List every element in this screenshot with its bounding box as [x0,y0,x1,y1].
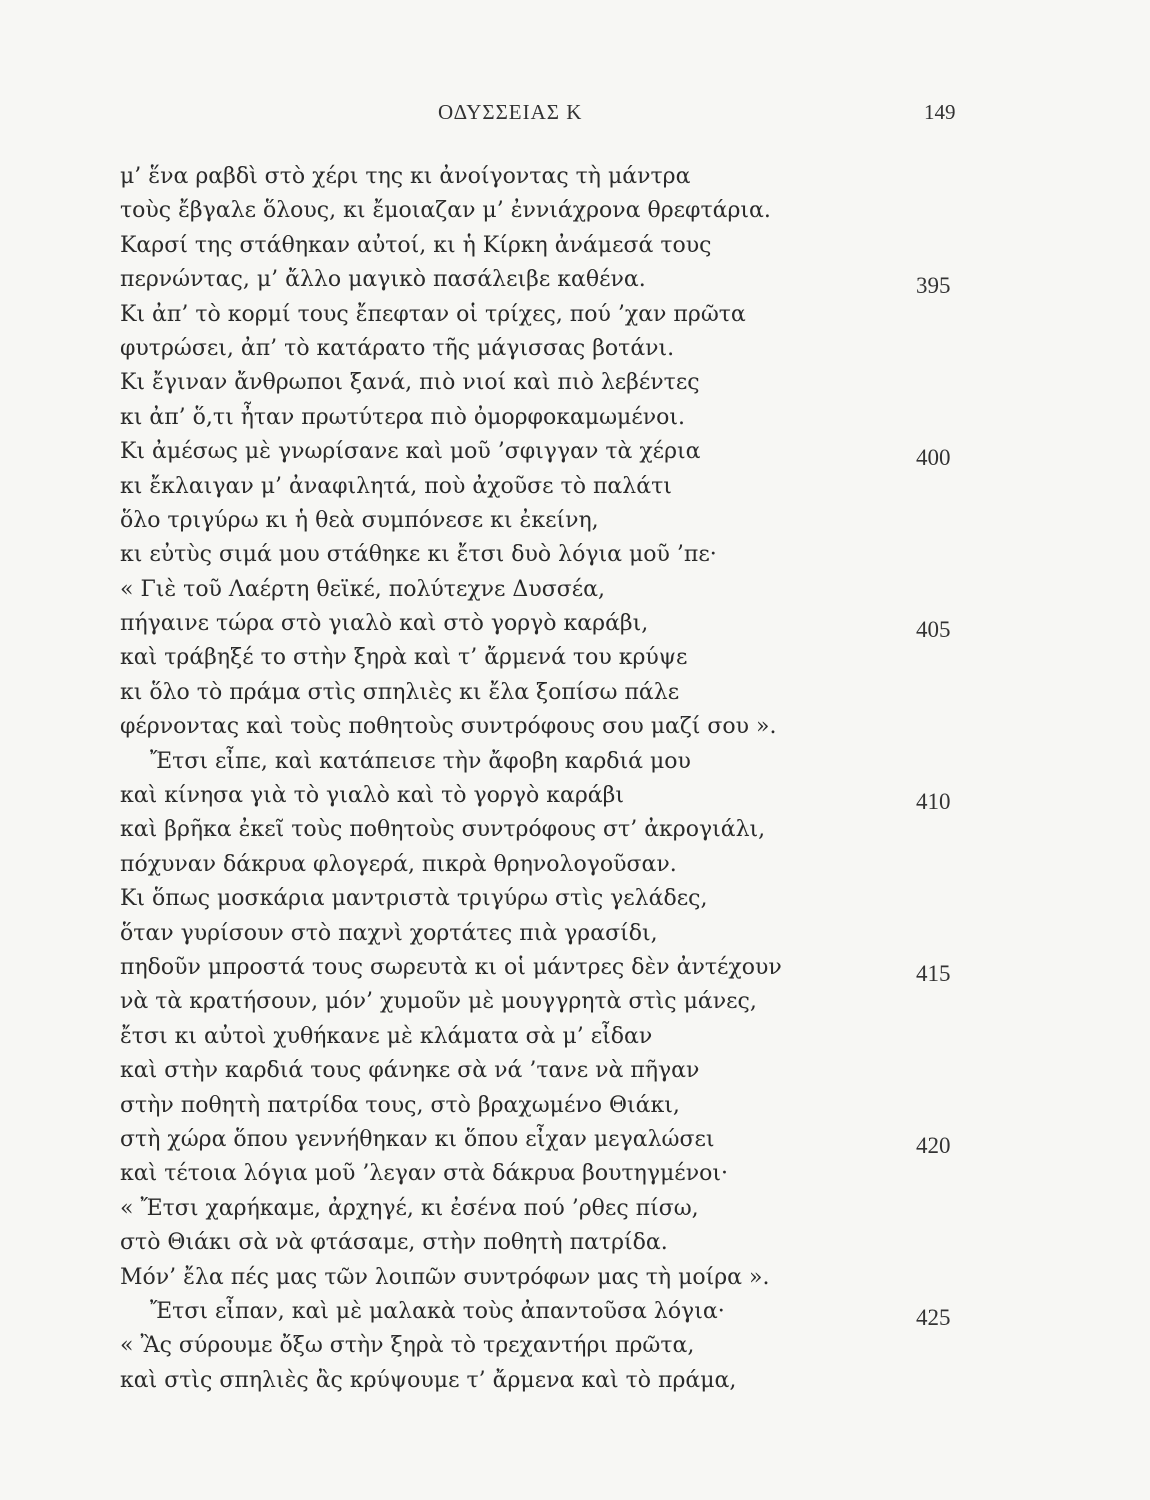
verse-line [120,1261,1000,1295]
verse-text: καὶ βρῆκα ἐκεῖ τοὺς ποθητοὺς συντρόφους στ’ ἀκρογιάλι, [120,817,766,843]
verse-text: ἔτσι κι αὐτοὶ χυθήκανε μὲ κλάματα σὰ μ’ εἶδαν [120,1023,653,1049]
line-number: 400 [916,445,951,471]
line-number: 415 [916,960,951,986]
verse-text: Ἔτσι εἶπε, καὶ κατάπεισε τὴν ἄφοβη καρδιά μου [150,748,691,774]
verse-text: Μόν’ ἔλα πές μας τῶν λοιπῶν συντρόφων μας τὴ μοίρα ». [120,1264,770,1290]
verse-text: στὴν ποθητὴ πατρίδα τους, στὸ βραχωμένο Θιάκι, [120,1092,680,1118]
line-number: 425 [916,1304,951,1330]
verse-line [120,710,1000,744]
verse-text: Κι ἀπ’ τὸ κορμί τους ἔπεφταν οἱ τρίχες, πού ’χαν πρῶτα [120,301,746,327]
verse-text: τοὺς ἔβγαλε ὅλους, κι ἔμοιαζαν μ’ ἐννιάχρονα θρεφτάρια. [120,198,771,224]
verse-line [120,676,1000,710]
verse-line [120,332,1000,366]
verse-text: κι ἔκλαιγαν μ’ ἀναφιλητά, ποὺ ἀχοῦσε τὸ παλάτι [120,473,672,499]
line-number: 405 [916,617,951,643]
verse-line [120,641,1000,675]
verse-line [120,194,1000,228]
verse-text: κι ἀπ’ ὅ,τι ἦταν πρωτύτερα πιὸ ὀμορφοκαμωμένοι. [120,404,685,430]
verse-line [120,1089,1000,1123]
verse-line [120,401,1000,435]
verse-text: πόχυναν δάκρυα φλογερά, πικρὰ θρηνολογοῦσαν. [120,851,677,877]
line-number: 395 [916,273,951,299]
verse-text: στὸ Θιάκι σὰ νὰ φτάσαμε, στὴν ποθητὴ πατρίδα. [120,1230,668,1256]
verse-line [120,1020,1000,1054]
verse-line [120,779,1000,813]
verse-text: Κι ὅπως μοσκάρια μαντριστὰ τριγύρω στὶς γελάδες, [120,886,708,912]
verse-text: περνώντας, μ’ ἄλλο μαγικὸ πασάλειβε καθένα. [120,267,646,293]
verse-line [120,470,1000,504]
verse-text: καὶ κίνησα γιὰ τὸ γιαλὸ καὶ τὸ γοργὸ καράβι [120,783,624,809]
running-title: ΟΔΥΣΣΕΙΑΣ Κ [438,100,583,124]
verse-text: φυτρώσει, ἀπ’ τὸ κατάρατο τῆς μάγισσας βοτάνι. [120,335,675,361]
verse-line [120,1054,1000,1088]
verse-text: Κι ἔγιναν ἄνθρωποι ξανά, πιὸ νιοί καὶ πιὸ λεβέντες [120,370,700,396]
verse-text: καὶ στὶς σπηλιὲς ἂς κρύψουμε τ’ ἄρμενα καὶ τὸ πράμα, [120,1367,737,1393]
verse-text: « Ἔτσι χαρήκαμε, ἀρχηγέ, κι ἐσένα πού ’ρθες πίσω, [120,1195,699,1221]
verse-line [120,985,1000,1019]
page-number: 149 [924,100,956,124]
verse-text: πηδοῦν μπροστά τους σωρευτὰ κι οἱ μάντρες δὲν ἀντέχουν [120,954,782,980]
line-number: 420 [916,1132,951,1158]
verse-line [120,1157,1000,1191]
line-number: 410 [916,789,951,815]
verse-text: κι ὅλο τὸ πράμα στὶς σπηλιὲς κι ἔλα ξοπίσω πάλε [120,679,680,705]
verse-line [120,160,1000,194]
verse-line [120,229,1000,263]
verse-line [120,538,1000,572]
verse-text: νὰ τὰ κρατήσουν, μόν’ χυμοῦν μὲ μουγγρητὰ στὶς μάνες, [120,989,757,1015]
verse-text: « Ἂς σύρουμε ὄξω στὴν ξηρὰ τὸ τρεχαντήρι πρῶτα, [120,1333,695,1359]
verse-line [120,504,1000,538]
verse-line [120,745,1000,779]
verse-line [120,573,1000,607]
verse-line [120,263,1000,297]
verse-text: ὅλο τριγύρω κι ἡ θεὰ συμπόνεσε κι ἐκείνη, [120,507,599,533]
verse-line [120,917,1000,951]
verse-text: μ’ ἕνα ραβδὶ στὸ χέρι της κι ἀνοίγοντας τὴ μάντρα [120,164,691,189]
verse-text: « Γιὲ τοῦ Λαέρτη θεϊκέ, πολύτεχνε Δυσσέα, [120,576,605,602]
verse-line [120,1123,1000,1157]
verse-text: ὅταν γυρίσουν στὸ παχνὶ χορτάτες πιὰ γρασίδι, [120,920,658,946]
verse-text: φέρνοντας καὶ τοὺς ποθητοὺς συντρόφους σου μαζί σου ». [120,714,777,740]
running-head [0,100,1150,130]
verse-line [120,882,1000,916]
verse-line [120,607,1000,641]
verse-text: Κι ἀμέσως μὲ γνωρίσανε καὶ μοῦ ’σφιγγαν τὰ χέρια [120,439,701,465]
verse-line [120,1192,1000,1226]
verse-line [120,951,1000,985]
verse-line [120,1364,1000,1398]
verse-line [120,1329,1000,1363]
verse-line [120,813,1000,847]
verse-text: καὶ τράβηξέ το στὴν ξηρὰ καὶ τ’ ἄρμενά του κρύψε [120,645,688,671]
verse-text: Καρσί της στάθηκαν αὐτοί, κι ἡ Κίρκη ἀνάμεσά τους [120,232,712,258]
verse-line [120,1295,1000,1329]
verse-line [120,435,1000,469]
verse-text: Ἔτσι εἶπαν, καὶ μὲ μαλακὰ τοὺς ἀπαντοῦσα λόγια· [150,1298,725,1324]
verse-line [120,298,1000,332]
verse-text: στὴ χώρα ὅπου γεννήθηκαν κι ὅπου εἶχαν μεγαλώσει [120,1126,715,1152]
verse-line [120,1226,1000,1260]
verse-text: πήγαινε τώρα στὸ γιαλὸ καὶ στὸ γοργὸ καράβι, [120,611,649,637]
verse-line [120,366,1000,400]
verse-text: κι εὐτὺς σιμά μου στάθηκε κι ἔτσι δυὸ λόγια μοῦ ’πε· [120,542,717,568]
verse-line [120,848,1000,882]
verse-text: καὶ τέτοια λόγια μοῦ ’λεγαν στὰ δάκρυα βουτηγμένοι· [120,1161,728,1187]
verse-text: καὶ στὴν καρδιά τους φάνηκε σὰ νά ’τανε νὰ πῆγαν [120,1058,700,1084]
verse-block [120,160,1000,1398]
